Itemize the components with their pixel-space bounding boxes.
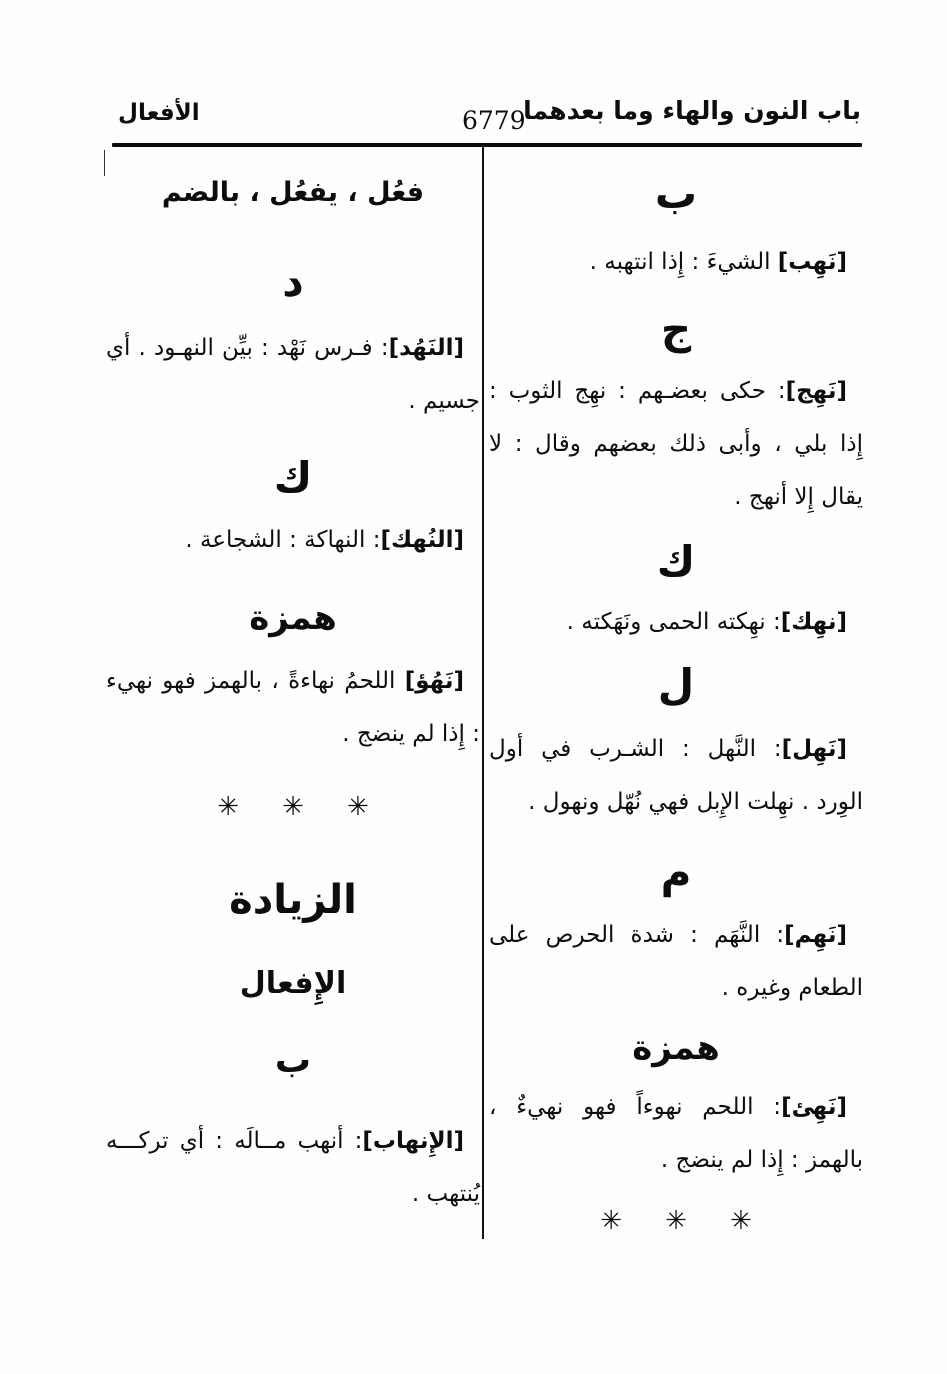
addition-chapter-heading: الزيادة <box>229 876 357 923</box>
section-letter-dal: د <box>282 256 304 306</box>
entry-headword: [نَهِم] <box>784 922 847 949</box>
section-separator-stars: ✳ ✳ ✳ <box>600 1206 752 1237</box>
entry-headword: [الإِنهاب] <box>362 1128 464 1155</box>
dictionary-entry-nahim <box>489 909 863 1015</box>
margin-tick <box>104 150 105 176</box>
dictionary-entry-nahud <box>106 322 480 428</box>
dictionary-entry-inhab <box>106 1115 480 1221</box>
section-letter-mim: م <box>660 848 692 898</box>
entry-definition: : حكى بعضـهم : نهِج الثوب : إِذا بلي ، وأبى ذلك بعضهم وقال : لا يقال إِلا أنهج . <box>489 378 863 511</box>
entry-definition: : فـرس نَهْد : بيِّن النهـود . أي جسيم . <box>106 334 480 414</box>
section-letter-hamza: همزة <box>249 597 337 638</box>
entry-headword: [نَهِج] <box>785 378 847 405</box>
entry-headword: [النُهك] <box>380 526 464 553</box>
section-letter-hamza: همزة <box>632 1028 720 1069</box>
conjugation-pattern-heading: فعُل ، يفعُل ، بالضم <box>161 177 425 208</box>
entry-definition: : اللحم نهوءاً فهو نهيءٌ ، بالهمز : إِذا لم ينضج . <box>489 1094 863 1174</box>
entry-definition: : النَّهَم : شدة الحرص على الطعام وغيره . <box>489 922 863 1002</box>
column-divider <box>482 147 484 1239</box>
afaal-form-heading: الإِفعال <box>239 965 347 1001</box>
entry-definition: الشيءَ : إِذا انتهبه . <box>589 249 778 276</box>
page-number: 6779 <box>462 106 526 135</box>
dictionary-entry-nahij <box>489 365 863 524</box>
entry-headword: [نَهِئ] <box>781 1094 847 1121</box>
header-rule <box>112 143 862 147</box>
dictionary-entry-nahil <box>489 723 863 829</box>
right-column <box>489 150 863 1237</box>
entry-definition: : النَّهل : الشـرب في أول الوِرد . نهِلت الإِبل فهي نُهّل ونهول . <box>489 736 863 816</box>
left-column <box>106 150 480 1221</box>
entry-definition: : النهاكة : الشجاعة . <box>185 526 381 553</box>
dictionary-entry-nahua <box>106 655 480 761</box>
section-letter-jim: ج <box>660 304 692 354</box>
section-letter-ba: ب <box>654 169 698 218</box>
dictionary-entry-nahib <box>489 236 863 289</box>
entry-definition: : أنهب مــالَه : أي تركـــه يُنتهب . <box>106 1128 480 1208</box>
entry-definition: اللحمُ نهاءةً ، بالهمز فهو نهيء : إِذا لم ينضج . <box>106 667 480 747</box>
entry-definition: : نهِكته الحمى ونَهَكته . <box>566 609 781 636</box>
book-section-title: الأفعال <box>118 100 200 126</box>
chapter-title: باب النون والهاء وما بعدهما <box>523 96 861 125</box>
entry-headword: [نَهِل] <box>781 736 847 763</box>
section-letter-kaf: ك <box>273 452 313 502</box>
section-letter-lam: ل <box>657 660 695 710</box>
entry-headword: [النَهُد] <box>388 334 464 361</box>
entry-headword: [نَهُؤ] <box>404 667 464 694</box>
entry-headword: [نَهِب] <box>777 249 847 276</box>
dictionary-entry-nahia <box>489 1081 863 1187</box>
dictionary-entry-nahik <box>489 596 863 649</box>
section-letter-kaf: ك <box>656 537 696 587</box>
section-letter-ba: ب <box>274 1039 312 1081</box>
dictionary-entry-nuhk <box>106 514 480 567</box>
entry-headword: [نهِك] <box>780 609 847 636</box>
section-separator-stars: ✳ ✳ ✳ <box>217 791 369 822</box>
